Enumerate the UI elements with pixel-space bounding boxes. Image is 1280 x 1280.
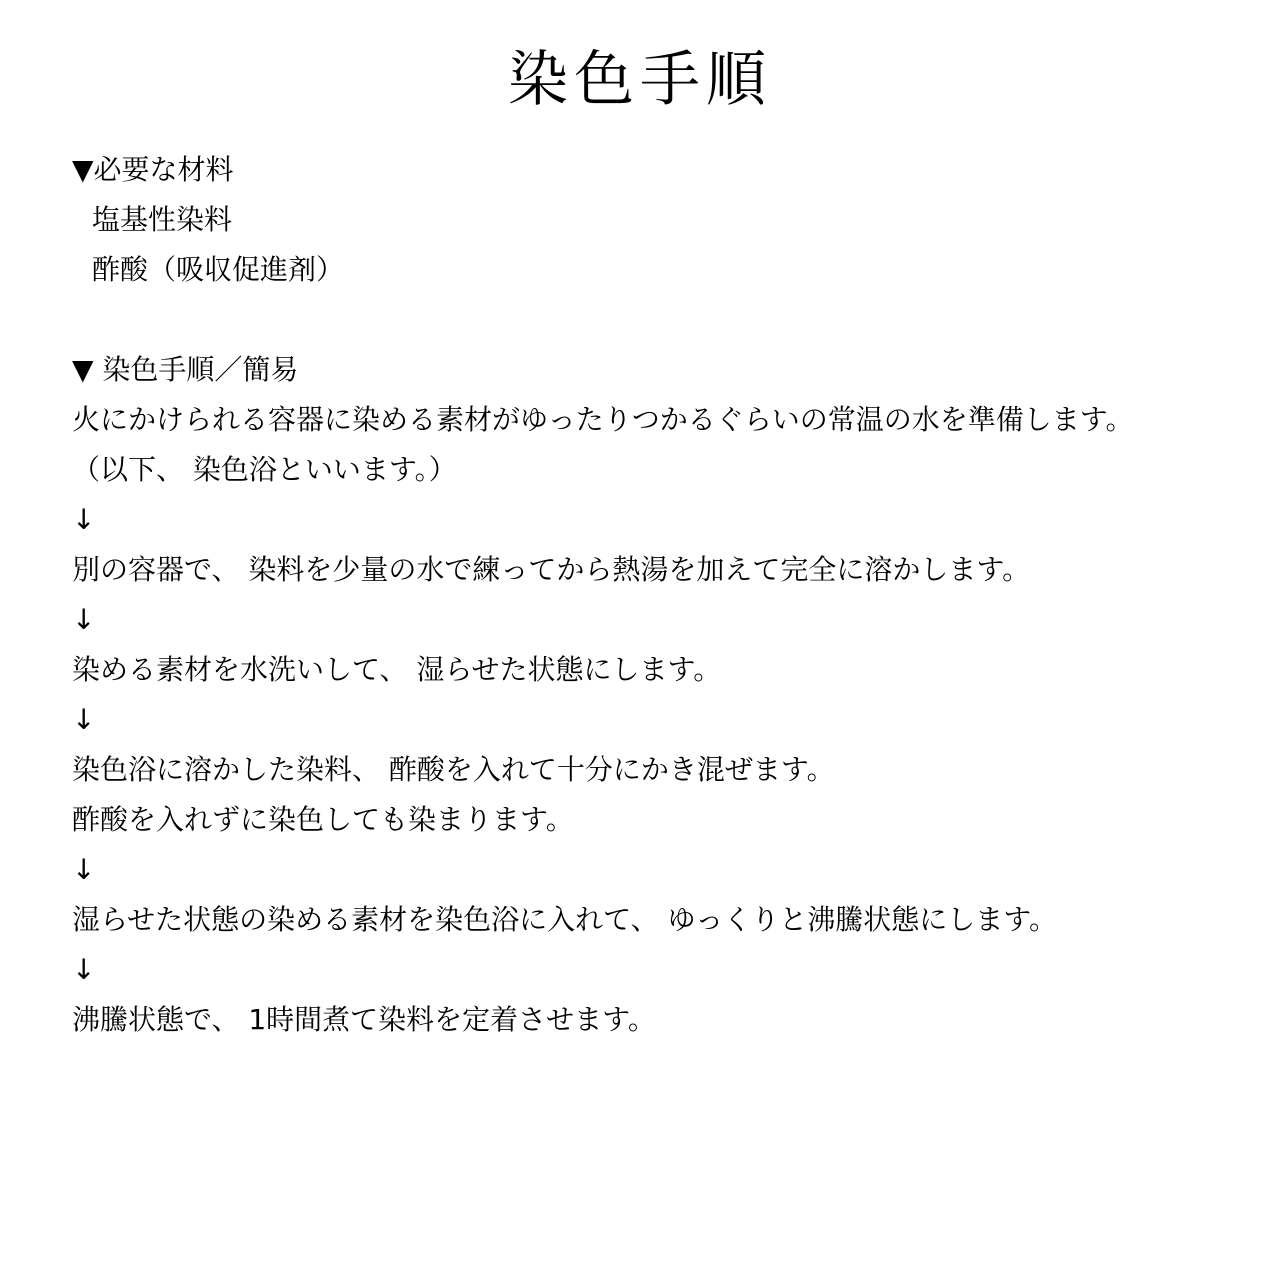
material-item-acetic-acid: 酢酸（吸収促進剤） [92,253,345,286]
procedure-line: 湿らせた状態の染める素材を染色浴に入れて、 ゆっくりと沸騰状態にします。 [72,903,1057,936]
materials-heading: ▼必要な材料 [72,153,234,186]
procedure-line: 酢酸を入れずに染色しても染まります。 [72,803,574,836]
procedure-line: 沸騰状態で、 1時間煮て染料を定着させます。 [72,1003,656,1036]
step-arrow: ↓ [72,703,96,736]
procedure-line: 染める素材を水洗いして、 湿らせた状態にします。 [72,653,722,686]
procedure-line: （以下、 染色浴といいます。） [72,453,457,486]
step-arrow: ↓ [72,603,96,636]
procedure-line: 火にかけられる容器に染める素材がゆったりつかるぐらいの常温の水を準備します。 [72,403,1134,436]
procedure-line: 染色浴に溶かした染料、 酢酸を入れて十分にかき混ぜます。 [72,753,835,786]
step-arrow: ↓ [72,953,96,986]
procedure-line: 別の容器で、 染料を少量の水で練ってから熱湯を加えて完全に溶かします。 [72,553,1031,586]
step-arrow: ↓ [72,853,96,886]
step-arrow: ↓ [72,503,96,536]
page-title: 染色手順 [508,45,772,115]
material-item-dye: 塩基性染料 [92,203,233,236]
procedure-heading: ▼ 染色手順／簡易 [72,353,299,386]
